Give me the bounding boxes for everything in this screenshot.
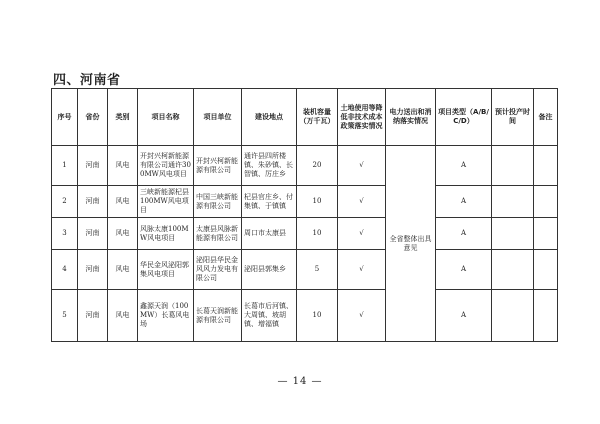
cell-index: 3 — [52, 218, 78, 250]
cell-project-name: 华民金风泌阳郭集风电项目 — [138, 250, 194, 290]
cell-project-type: A — [436, 218, 492, 250]
cell-capacity: 20 — [297, 146, 338, 186]
header-cell: 土地使用等降低非技术成本政策落实情况 — [338, 89, 386, 146]
cell-project-unit: 长葛天润新能源有限公司 — [194, 290, 242, 342]
cell-province: 河南 — [78, 290, 108, 342]
table-row — [52, 146, 558, 186]
cell-capacity: 10 — [297, 290, 338, 342]
cell-category: 风电 — [108, 218, 138, 250]
section-title: 四、河南省 — [53, 73, 121, 88]
cell-land-policy: √ — [338, 250, 386, 290]
header-cell: 项目类型（A/B/C/D） — [436, 89, 492, 146]
header-cell: 项目单位 — [194, 89, 242, 146]
cell-remarks — [534, 218, 558, 250]
cell-remarks — [534, 146, 558, 186]
cell-province: 河南 — [78, 250, 108, 290]
cell-category: 风电 — [108, 290, 138, 342]
header-cell: 项目名称 — [138, 89, 194, 146]
cell-index: 4 — [52, 250, 78, 290]
cell-land-policy: √ — [338, 146, 386, 186]
cell-index: 1 — [52, 146, 78, 186]
cell-index: 5 — [52, 290, 78, 342]
cell-land-policy: √ — [338, 218, 386, 250]
cell-capacity: 5 — [297, 250, 338, 290]
header-cell: 备注 — [534, 89, 558, 146]
cell-remarks — [534, 186, 558, 218]
cell-province: 河南 — [78, 218, 108, 250]
cell-remarks — [534, 250, 558, 290]
cell-index: 2 — [52, 186, 78, 218]
table-row — [52, 218, 558, 250]
table-header-row — [52, 89, 558, 146]
cell-category: 风电 — [108, 186, 138, 218]
cell-expected-date — [492, 146, 534, 186]
cell-expected-date — [492, 218, 534, 250]
header-cell: 类别 — [108, 89, 138, 146]
cell-power-merged: 全省整体出具意见 — [386, 146, 436, 342]
header-cell: 建设地点 — [242, 89, 297, 146]
cell-expected-date — [492, 250, 534, 290]
cell-project-name: 开封兴柯新能源有限公司通许300MW风电项目 — [138, 146, 194, 186]
cell-category: 风电 — [108, 250, 138, 290]
table-row — [52, 250, 558, 290]
cell-land-policy: √ — [338, 290, 386, 342]
page-number: — 14 — — [277, 376, 323, 387]
cell-location: 杞县官庄乡、付集镇、于镇镇 — [242, 186, 297, 218]
cell-project-name: 三峡新能源杞县100MW风电项目 — [138, 186, 194, 218]
cell-location: 长葛市后河镇、大周镇、坡胡镇、增福镇 — [242, 290, 297, 342]
project-table — [51, 88, 558, 342]
cell-expected-date — [492, 290, 534, 342]
header-cell: 序号 — [52, 89, 78, 146]
cell-project-unit: 中国三峡新能源有限公司 — [194, 186, 242, 218]
cell-remarks — [534, 290, 558, 342]
header-cell: 电力送出和消纳落实情况 — [386, 89, 436, 146]
cell-province: 河南 — [78, 186, 108, 218]
cell-project-type: A — [436, 186, 492, 218]
cell-capacity: 10 — [297, 218, 338, 250]
cell-project-unit: 泌阳县华民金风风力发电有限公司 — [194, 250, 242, 290]
cell-project-unit: 太康县风脉新能源有限公司 — [194, 218, 242, 250]
cell-location: 周口市太康县 — [242, 218, 297, 250]
cell-capacity: 10 — [297, 186, 338, 218]
cell-project-unit: 开封兴柯新能源有限公司 — [194, 146, 242, 186]
cell-province: 河南 — [78, 146, 108, 186]
cell-project-type: A — [436, 250, 492, 290]
header-cell: 省份 — [78, 89, 108, 146]
table-row — [52, 186, 558, 218]
cell-project-name: 鑫源天润（100MW）长葛风电场 — [138, 290, 194, 342]
header-cell: 预计投产时间 — [492, 89, 534, 146]
cell-project-type: A — [436, 146, 492, 186]
cell-project-name: 风脉太康100MW风电项目 — [138, 218, 194, 250]
table-row — [52, 290, 558, 342]
cell-expected-date — [492, 186, 534, 218]
header-cell: 装机容量（万千瓦） — [297, 89, 338, 146]
cell-location: 泌阳县郭集乡 — [242, 250, 297, 290]
cell-location: 通许县四所楼镇、朱砂镇、长智镇、厉庄乡 — [242, 146, 297, 186]
cell-project-type: A — [436, 290, 492, 342]
cell-category: 风电 — [108, 146, 138, 186]
cell-land-policy: √ — [338, 186, 386, 218]
